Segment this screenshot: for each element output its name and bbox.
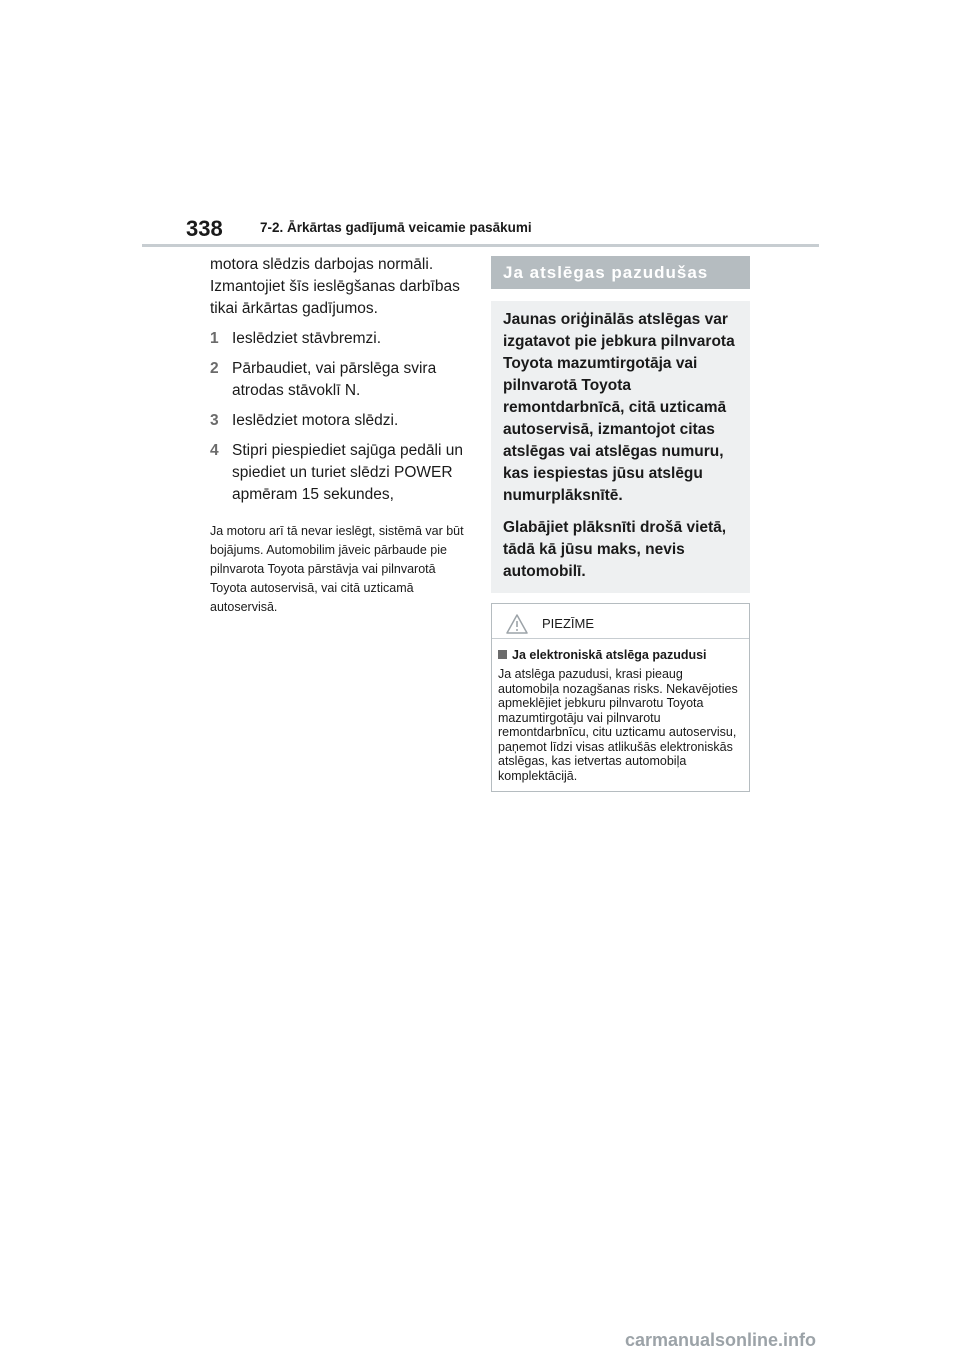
- warning-triangle-icon: [506, 614, 528, 634]
- info-paragraph: Jaunas oriģinālās atslēgas var izgatavot pie jebkura pilnvarota Toyota mazumtirgotāja vai pilnvarotā Toyota remontdarbnīcā, citā uzticamā autoservisā, izmantojot citas atslēgas vai atslēgas numuru, kas iespiestas jūsu atslēgu numurplāksnītē.: [503, 311, 735, 504]
- section-banner: Ja atslēgas pazudušas: [491, 256, 750, 289]
- info-box: [491, 301, 750, 593]
- right-column: [491, 256, 750, 792]
- watermark: carmanualsonline.info: [625, 1330, 817, 1350]
- notice-header: [492, 610, 749, 639]
- step-number: 2: [210, 360, 219, 377]
- notice-box: [491, 603, 750, 792]
- step-text: Ieslēdziet motora slēdzi.: [232, 412, 399, 429]
- intro-paragraph: motora slēdzis darbojas normāli. Izmantojiet šīs ieslēgšanas darbības tikai ārkārtas gadījumos.: [210, 256, 460, 317]
- step-item: [210, 410, 472, 432]
- small-note: Ja motoru arī tā nevar ieslēgt, sistēmā var būt bojājums. Automobilim jāveic pārbaude pie pilnvarota Toyota pārstāvja vai pilnvarotā Toyota autoservisā, vai citā uzticamā autoservisā.: [210, 524, 464, 614]
- step-item: [210, 358, 472, 402]
- notice-subheading-text: Ja elektroniskā atslēga pazudusi: [512, 648, 707, 662]
- step-text: Pārbaudiet, vai pārslēga svira atrodas stāvoklī N.: [232, 360, 437, 399]
- step-number: 1: [210, 330, 219, 347]
- step-number: 4: [210, 442, 219, 459]
- step-text: Ieslēdziet stāvbremzi.: [232, 330, 382, 347]
- info-paragraph: Glabājiet plāksnīti drošā vietā, tādā kā jūsu maks, nevis automobilī.: [503, 519, 727, 580]
- step-item: [210, 328, 472, 350]
- header-divider: [142, 244, 819, 247]
- notice-label: PIEZĪME: [542, 616, 595, 631]
- square-bullet-icon: [498, 650, 507, 659]
- left-column: [210, 254, 472, 617]
- notice-body: Ja atslēga pazudusi, krasi pieaug automobiļa nozagšanas risks. Nekavējoties apmeklējiet jebkuru pilnvarotu Toyota mazumtirgotāju vai pilnvarotu remontdarbnīcu, citu uzticamu autoservisu, paņemot līdzi visas atlikušās elektroniskās atslēgas, kas ietvertas automobiļa komplektācijā.: [498, 667, 738, 783]
- section-title: 7-2. Ārkārtas gadījumā veicamie pasākumi: [260, 220, 532, 235]
- page-number: 338: [186, 216, 223, 241]
- step-number: 3: [210, 412, 219, 429]
- step-item: [210, 440, 472, 506]
- notice-subheading: [498, 647, 743, 663]
- step-text: Stipri piespiediet sajūga pedāli un spiediet un turiet slēdzi POWER apmēram 15 sekundes,: [232, 442, 463, 503]
